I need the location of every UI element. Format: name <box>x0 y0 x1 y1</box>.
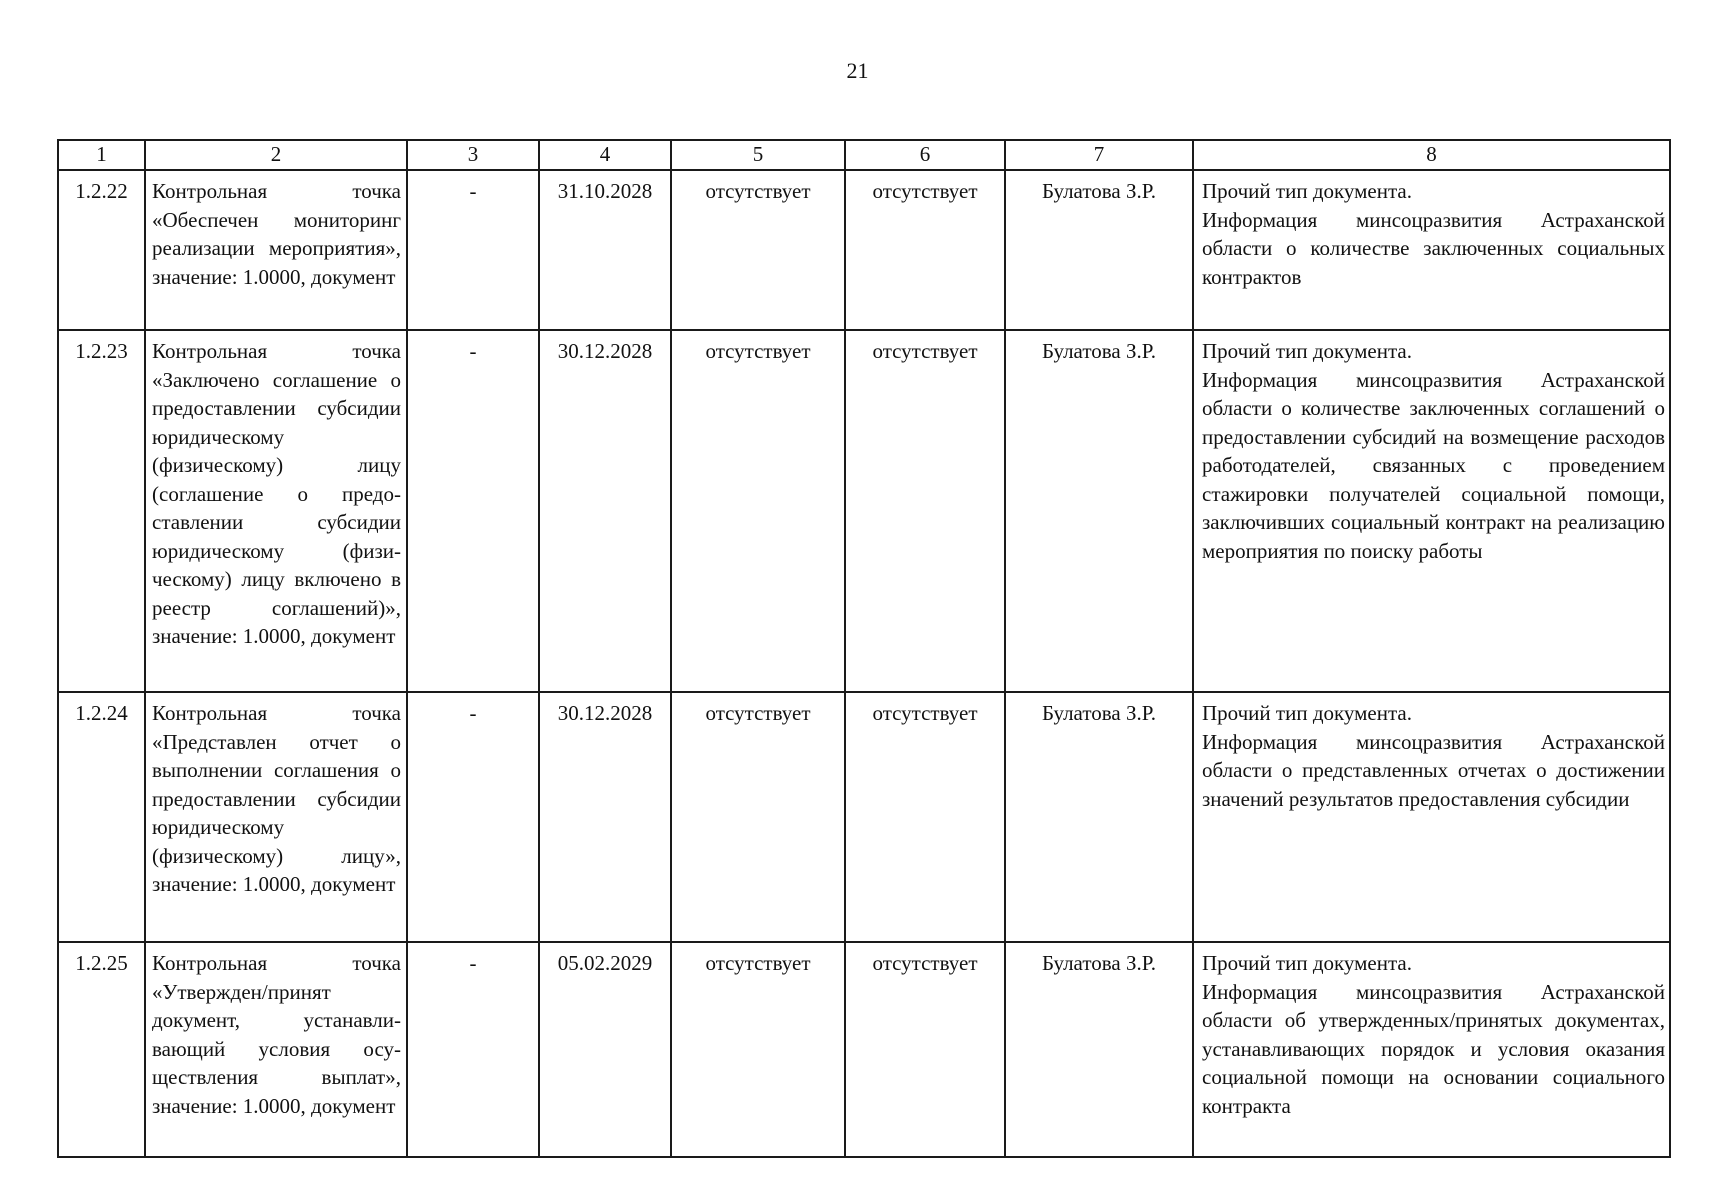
row-number: 1.2.22 <box>58 170 145 330</box>
page-number: 21 <box>846 58 869 83</box>
column-header: 2 <box>145 140 407 170</box>
column-header: 3 <box>407 140 539 170</box>
column-header: 7 <box>1005 140 1193 170</box>
empty-value: - <box>407 170 539 330</box>
responsible-person: Булатова З.Р. <box>1005 170 1193 330</box>
empty-value: - <box>407 942 539 1157</box>
document-type: Прочий тип документа. <box>1202 701 1412 725</box>
responsible-person: Булатова З.Р. <box>1005 330 1193 692</box>
document-info: Информация минсоцразвития Астраханской области о количестве заключенных соглашений о предоставлении субсидий на возмещение расходов работодателей, связанных с проведением стажировки получателей социальной помощи, заключивших социальный контракт на реализацию мероприятия по поиску работы <box>1202 367 1665 563</box>
column5-value: отсутствует <box>671 942 845 1157</box>
control-point-title: Контрольная точка «Заключено соглашение о предоставлении субсидии юридическому (физическому) лицу (соглашение о предоставлении субсидии юридическому (физическому) лицу включено в реестр соглашений)», значение: 1.0000, документ <box>145 330 407 692</box>
document-description <box>1193 170 1670 330</box>
document-info: Информация минсоцразвития Астраханской области об утвержденных/принятых документах, устанавливающих порядок и условия оказания социальной помощи на основании социального контракта <box>1202 979 1665 1118</box>
column-header: 1 <box>58 140 145 170</box>
due-date: 30.12.2028 <box>539 692 671 942</box>
document-description <box>1193 330 1670 692</box>
column5-value: отсутствует <box>671 330 845 692</box>
column-header: 6 <box>845 140 1005 170</box>
column6-value: отсутствует <box>845 330 1005 692</box>
column6-value: отсутствует <box>845 170 1005 330</box>
column5-value: отсутствует <box>671 170 845 330</box>
row-number: 1.2.24 <box>58 692 145 942</box>
due-date: 05.02.2029 <box>539 942 671 1157</box>
document-description <box>1193 942 1670 1157</box>
empty-value: - <box>407 692 539 942</box>
column6-value: отсутствует <box>845 692 1005 942</box>
table-row <box>58 692 1670 942</box>
column-header: 8 <box>1193 140 1670 170</box>
header-row <box>58 140 1670 170</box>
due-date: 31.10.2028 <box>539 170 671 330</box>
row-number: 1.2.25 <box>58 942 145 1157</box>
document-description <box>1193 692 1670 942</box>
column-header: 4 <box>539 140 671 170</box>
document-type: Прочий тип документа. <box>1202 951 1412 975</box>
empty-value: - <box>407 330 539 692</box>
document-info: Информация минсоцразвития Астраханской области о представленных отчетах о достижении значений результатов предоставления субсидии <box>1202 729 1665 811</box>
table-row <box>58 942 1670 1157</box>
table-row <box>58 330 1670 692</box>
table-row <box>58 170 1670 330</box>
control-point-title: Контрольная точка «Представлен отчет о выполнении соглашения о предоставлении субсидии юридическому (физическому) лицу», значение: 1.0000, документ <box>145 692 407 942</box>
control-point-title: Контрольная точка «Утвержден/принят документ, устанавливающий условия осуществления выплат», значение: 1.0000, документ <box>145 942 407 1157</box>
control-point-title: Контрольная точка «Обеспечен мониторинг реализации мероприятия», значение: 1.0000, документ <box>145 170 407 330</box>
responsible-person: Булатова З.Р. <box>1005 942 1193 1157</box>
document-type: Прочий тип документа. <box>1202 179 1412 203</box>
document-type: Прочий тип документа. <box>1202 339 1412 363</box>
control-points-table <box>57 139 1671 1158</box>
responsible-person: Булатова З.Р. <box>1005 692 1193 942</box>
document-info: Информация минсоцразвития Астраханской области о количестве заключенных социальных контрактов <box>1202 207 1665 289</box>
column6-value: отсутствует <box>845 942 1005 1157</box>
due-date: 30.12.2028 <box>539 330 671 692</box>
column5-value: отсутствует <box>671 692 845 942</box>
row-number: 1.2.23 <box>58 330 145 692</box>
column-header: 5 <box>671 140 845 170</box>
